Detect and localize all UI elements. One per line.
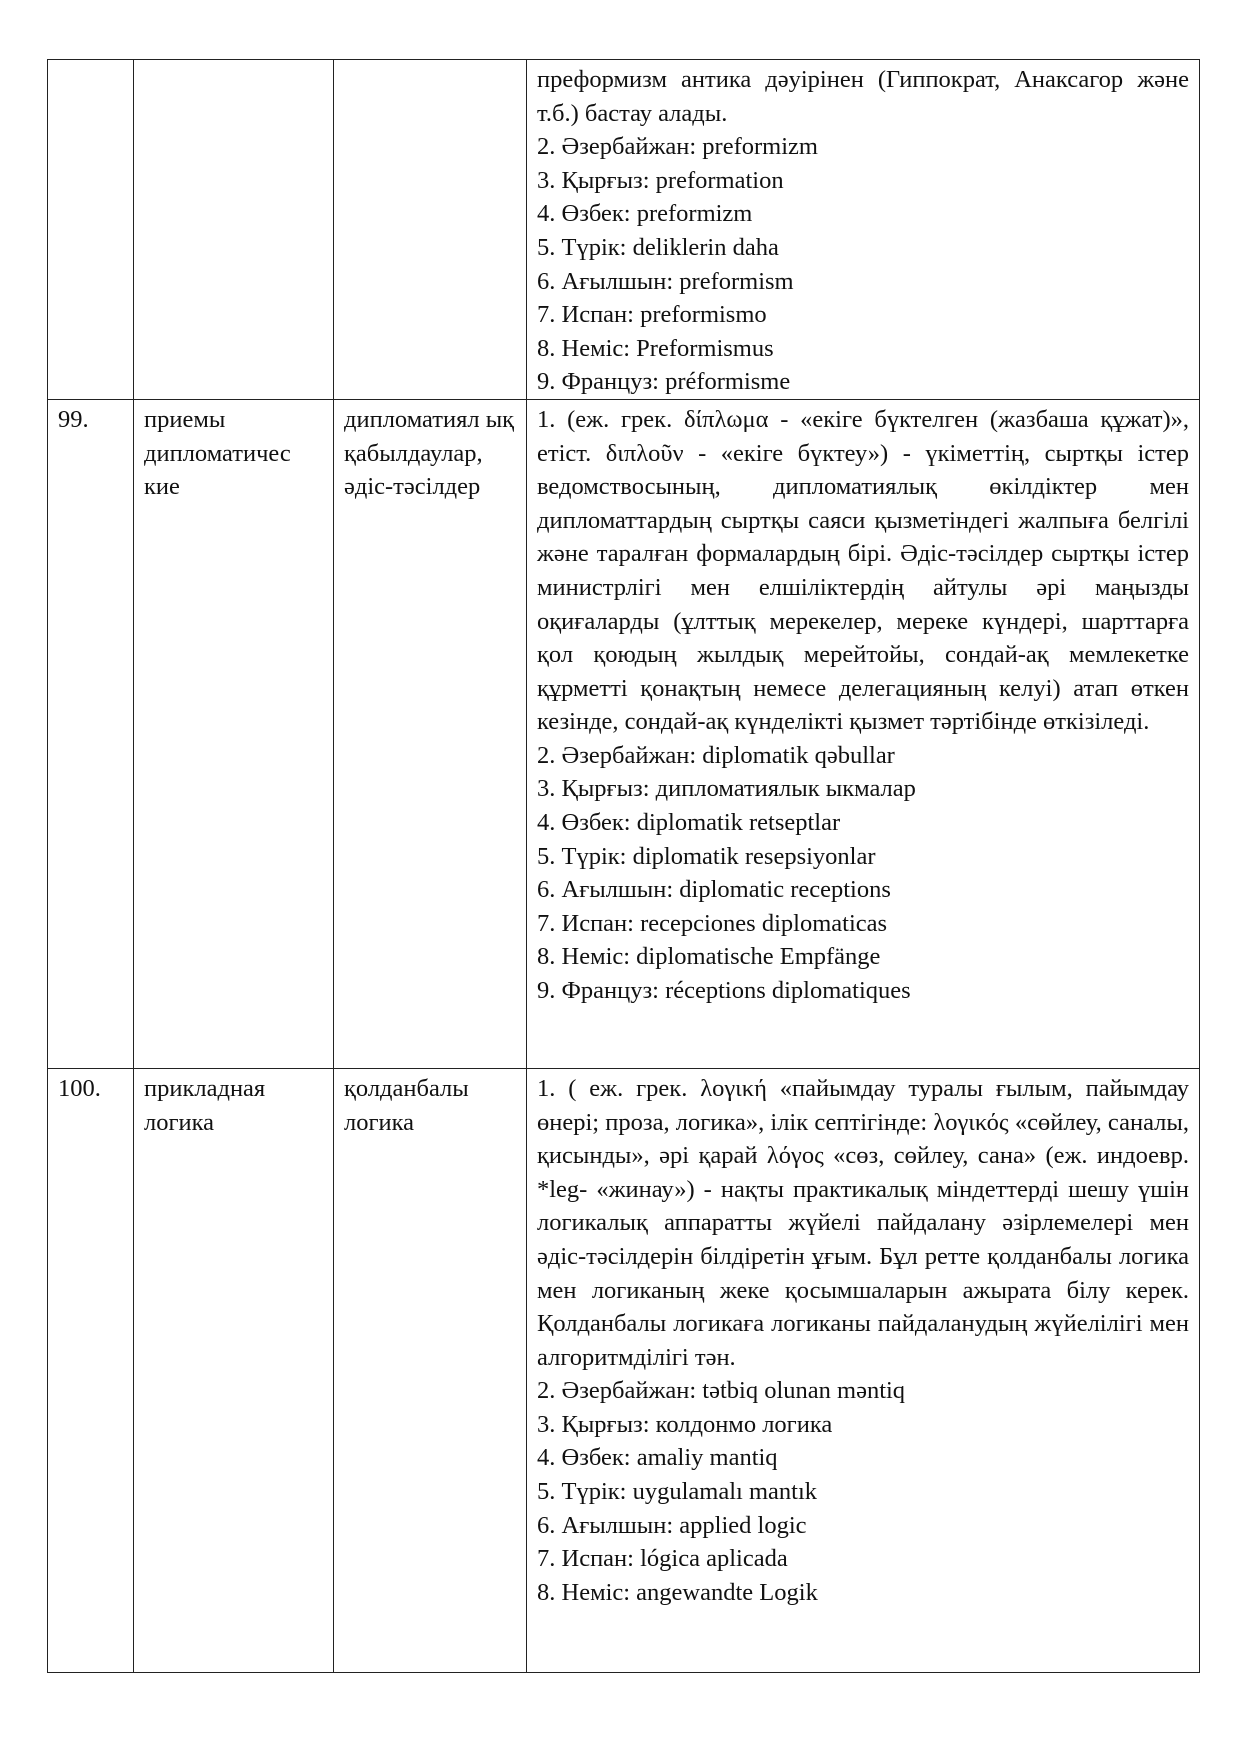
definition-cell <box>527 60 1200 400</box>
term-number <box>48 60 134 400</box>
russian-term: прикладная логика <box>134 1068 334 1672</box>
translation-uzbek: 4. Өзбек: preformizm <box>537 200 753 228</box>
definition-text: преформизм антика дәуірінен (Гиппократ, Анаксагор және т.б.) бастау алады. <box>537 66 1189 127</box>
kazakh-term: қолданбалы логика <box>334 1068 527 1672</box>
translation-azerbaijani: 2. Әзербайжан: preformizm <box>537 133 818 161</box>
translation-english: 6. Ағылшын: preformism <box>537 267 794 295</box>
russian-term <box>134 60 334 400</box>
translation-spanish: 7. Испан: lógica aplicada <box>537 1545 788 1573</box>
translation-spanish: 7. Испан: preformismo <box>537 301 767 329</box>
table-row <box>48 1068 1200 1672</box>
translation-german: 8. Неміс: Preformismus <box>537 334 774 362</box>
translation-azerbaijani: 2. Әзербайжан: diplomatik qəbullar <box>537 741 895 769</box>
definition-cell <box>527 399 1200 1068</box>
translation-azerbaijani: 2. Әзербайжан: tətbiq olunan məntiq <box>537 1377 906 1405</box>
translation-kyrgyz: 3. Қырғыз: дипломатиялык ыкмалар <box>537 775 916 803</box>
translation-turkish: 5. Түрік: uygulamalı mantık <box>537 1478 818 1506</box>
translation-kyrgyz: 3. Қырғыз: preformation <box>537 166 784 194</box>
translation-turkish: 5. Түрік: deliklerin daha <box>537 233 779 261</box>
translation-uzbek: 4. Өзбек: diplomatik retseptlar <box>537 809 841 837</box>
translation-kyrgyz: 3. Қырғыз: колдонмо логика <box>537 1410 833 1438</box>
translation-turkish: 5. Түрік: diplomatik resepsiyonlar <box>537 842 876 870</box>
definition-cell <box>527 1068 1200 1672</box>
term-number: 100. <box>48 1068 134 1672</box>
translation-spanish: 7. Испан: recepciones diplomaticas <box>537 909 888 937</box>
translation-french: 9. Француз: réceptions diplomatiques <box>537 977 911 1005</box>
table-row <box>48 399 1200 1068</box>
translation-uzbek: 4. Өзбек: amaliy mantiq <box>537 1444 778 1472</box>
definition-text: 1. (еж. грек. δίπλωμα - «екіге бүктелген (жазбаша құжат)», етіст. διπλοῦν - «екіге бүктеу») - үкіметтің, сыртқы істер ведомствосының, дипломатиялық өкілдіктер мен дипломаттардың сыртқы саяси қызметіндегі жалпыға белгілі және таралған формалардың бірі. Әдіс-тәсілдер сыртқы істер министрлігі мен елшіліктердің айтулы әрі маңызды оқиғаларды (ұлттық мерекелер, мереке күндері, шарттарға қол қоюдың жылдық мерейтойы, сондай-ақ мемлекетке құрметті қонақтың немесе делегацияның келуі) атап өткен кезінде, сондай-ақ күнделікті қызмет тәртібінде өткізіледі. <box>537 405 1189 736</box>
translation-french: 9. Француз: préformisme <box>537 368 791 396</box>
table-row <box>48 60 1200 400</box>
term-number: 99. <box>48 399 134 1068</box>
translation-german: 8. Неміс: angewandte Logik <box>537 1578 818 1606</box>
translation-english: 6. Ағылшын: diplomatic receptions <box>537 876 891 904</box>
translation-german: 8. Неміс: diplomatische Empfänge <box>537 943 881 971</box>
glossary-table <box>47 59 1200 1673</box>
kazakh-term <box>334 60 527 400</box>
definition-text: 1. ( еж. грек. λογική «пайымдау туралы ғылым, пайымдау өнері; проза, логика», ілік септігінде: λογικός «сөйлеу, саналы, қисынды», әрі қарай λόγος «сөз, сөйлеу, сана» (еж. индоевр. *leg- «жинау») - нақты практикалық міндеттерді шешу үшін логикалық аппаратты жүйелі пайдалану әзірлемелері мен әдіс-тәсілдерін білдіретін ұғым. Бұл ретте қолданбалы логика мен логиканың жеке қосымшаларын ажырата білу керек. Қолданбалы логикаға логиканы пайдаланудың жүйелілігі мен алгоритмділігі тән. <box>537 1074 1189 1371</box>
russian-term: приемы дипломатичес кие <box>134 399 334 1068</box>
translation-english: 6. Ағылшын: applied logic <box>537 1511 807 1539</box>
kazakh-term: дипломатиял ық қабылдаулар, әдіс-тәсілдер <box>334 399 527 1068</box>
